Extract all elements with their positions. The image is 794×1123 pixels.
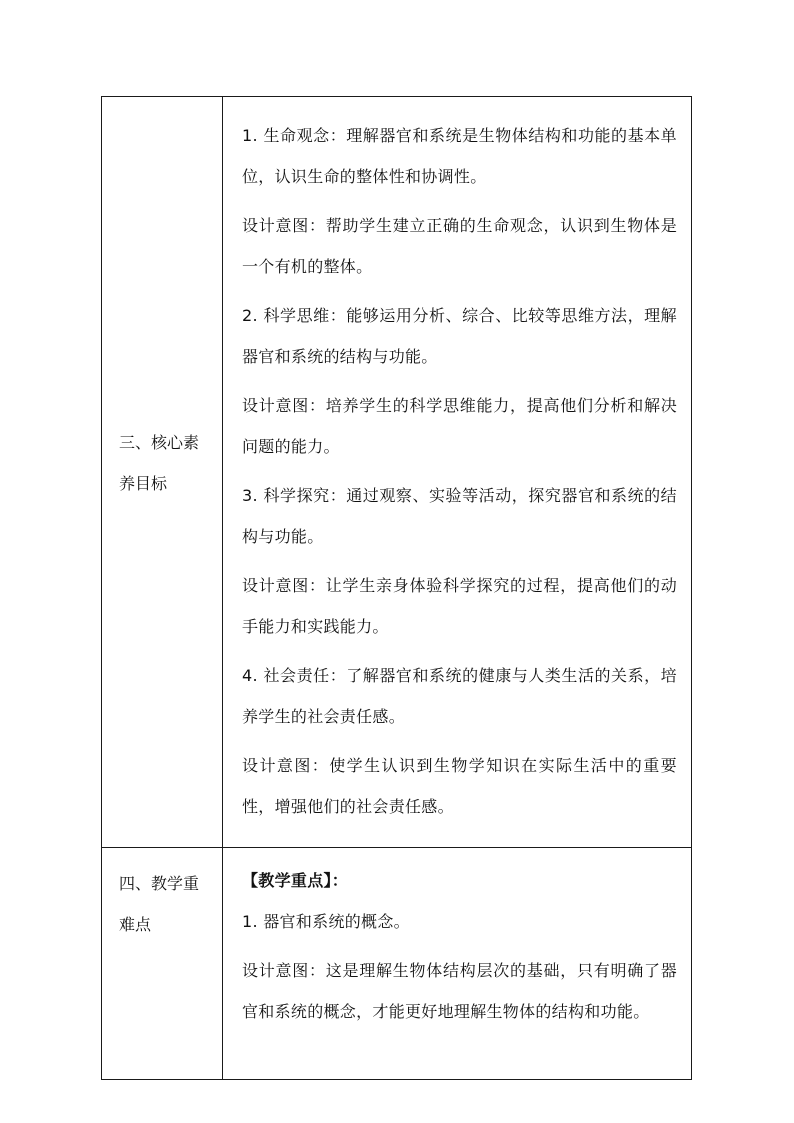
paragraph: 1. 器官和系统的概念。 bbox=[242, 912, 410, 931]
paragraph: 设计意图：帮助学生建立正确的生命观念，认识到生物体是一个有机的整体。 bbox=[242, 216, 677, 276]
paragraph: 设计意图：使学生认识到生物学知识在实际生活中的重要性，增强他们的社会责任感。 bbox=[242, 756, 677, 816]
section-heading: 【教学重点】： bbox=[242, 871, 349, 890]
paragraph: 设计意图：让学生亲身体验科学探究的过程，提高他们的动手能力和实践能力。 bbox=[242, 576, 677, 636]
row-content-cell bbox=[223, 848, 692, 1080]
row-label-cell bbox=[102, 97, 223, 848]
row-label: 四、教学重难点 bbox=[119, 874, 200, 934]
row-label: 三、核心素养目标 bbox=[119, 433, 200, 493]
paragraph: 3. 科学探究：通过观察、实验等活动，探究器官和系统的结构与功能。 bbox=[242, 486, 677, 546]
paragraph: 设计意图：这是理解生物体结构层次的基础，只有明确了器官和系统的概念，才能更好地理解生物体的结构和功能。 bbox=[242, 961, 677, 1021]
paragraph: 设计意图：培养学生的科学思维能力，提高他们分析和解决问题的能力。 bbox=[242, 396, 677, 456]
lesson-plan-table bbox=[101, 96, 692, 1080]
paragraph: 1. 生命观念：理解器官和系统是生物体结构和功能的基本单位，认识生命的整体性和协调性。 bbox=[242, 126, 677, 186]
paragraph: 2. 科学思维：能够运用分析、综合、比较等思维方法，理解器官和系统的结构与功能。 bbox=[242, 306, 677, 366]
row-content-cell bbox=[223, 97, 692, 848]
row-label-cell bbox=[102, 848, 223, 1080]
table-row-key-difficulties bbox=[102, 848, 692, 1080]
table-row-core-literacy bbox=[102, 97, 692, 848]
paragraph: 4. 社会责任：了解器官和系统的健康与人类生活的关系，培养学生的社会责任感。 bbox=[242, 666, 677, 726]
